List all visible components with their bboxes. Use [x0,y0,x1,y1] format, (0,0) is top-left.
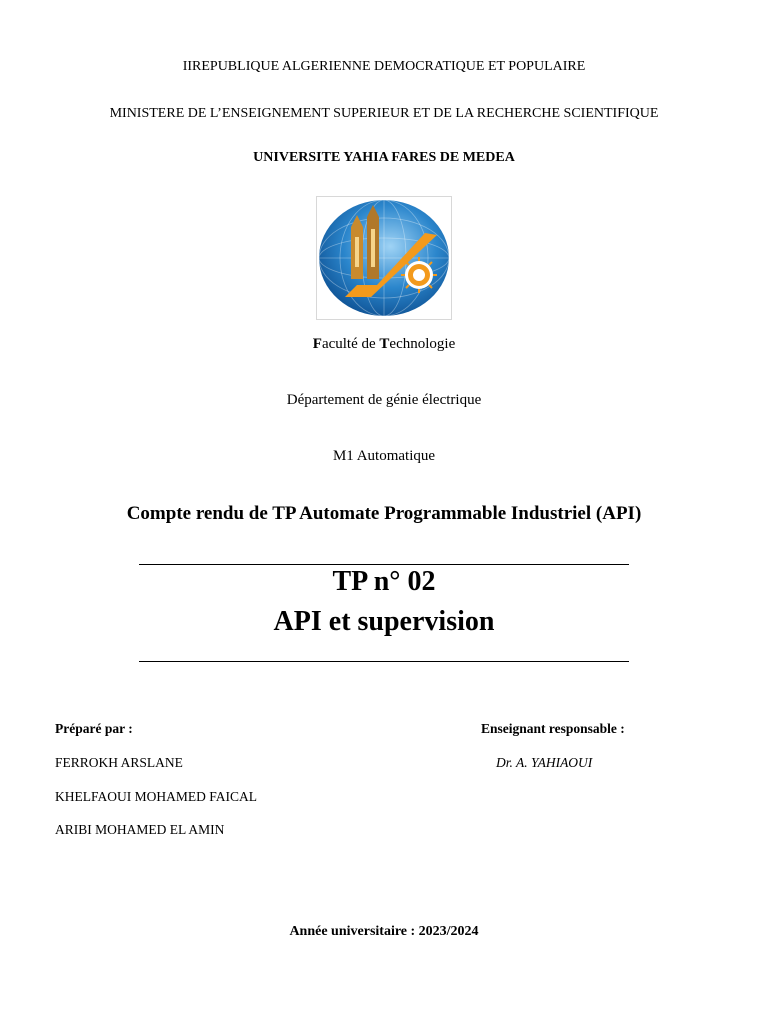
university-logo-emblem-icon [317,197,451,319]
teacher-label: Enseignant responsable : [481,721,625,736]
ministry-header: MINISTERE DE L’ENSEIGNEMENT SUPERIEUR ET DE LA RECHERCHE SCIENTIFIQUE [109,106,659,121]
prepared-by-label: Préparé par : [55,721,133,736]
program-name: M1 Automatique [332,448,436,464]
student-name: ARIBI MOHAMED EL AMIN [55,822,225,837]
report-title: Compte rendu de TP Automate Programmable Industriel (API) [126,503,642,524]
student-name: FERROKH ARSLANE [55,755,183,770]
republic-header: IIREPUBLIQUE ALGERIENNE DEMOCRATIQUE ET POPULAIRE [182,59,586,74]
tp-number: TP n° 02 [332,566,436,597]
title-divider-bottom [139,661,629,662]
title-divider-top [139,564,629,565]
faculty-name [0,336,768,353]
department-name: Département de génie électrique [286,392,482,408]
university-name: UNIVERSITE YAHIA FARES DE MEDEA [253,150,515,165]
faculty-text-1: aculté de [321,336,380,352]
faculty-text-2: echnologie [389,336,456,352]
university-logo [316,196,452,320]
teacher-name: Dr. A. YAHIAOUI [496,755,593,770]
student-name: KHELFAOUI MOHAMED FAICAL [55,789,257,804]
faculty-initial-f: F [312,336,322,352]
faculty-initial-t: T [379,336,390,352]
tp-subject: API et supervision [273,606,495,637]
academic-year: Année universitaire : 2023/2024 [289,924,479,939]
